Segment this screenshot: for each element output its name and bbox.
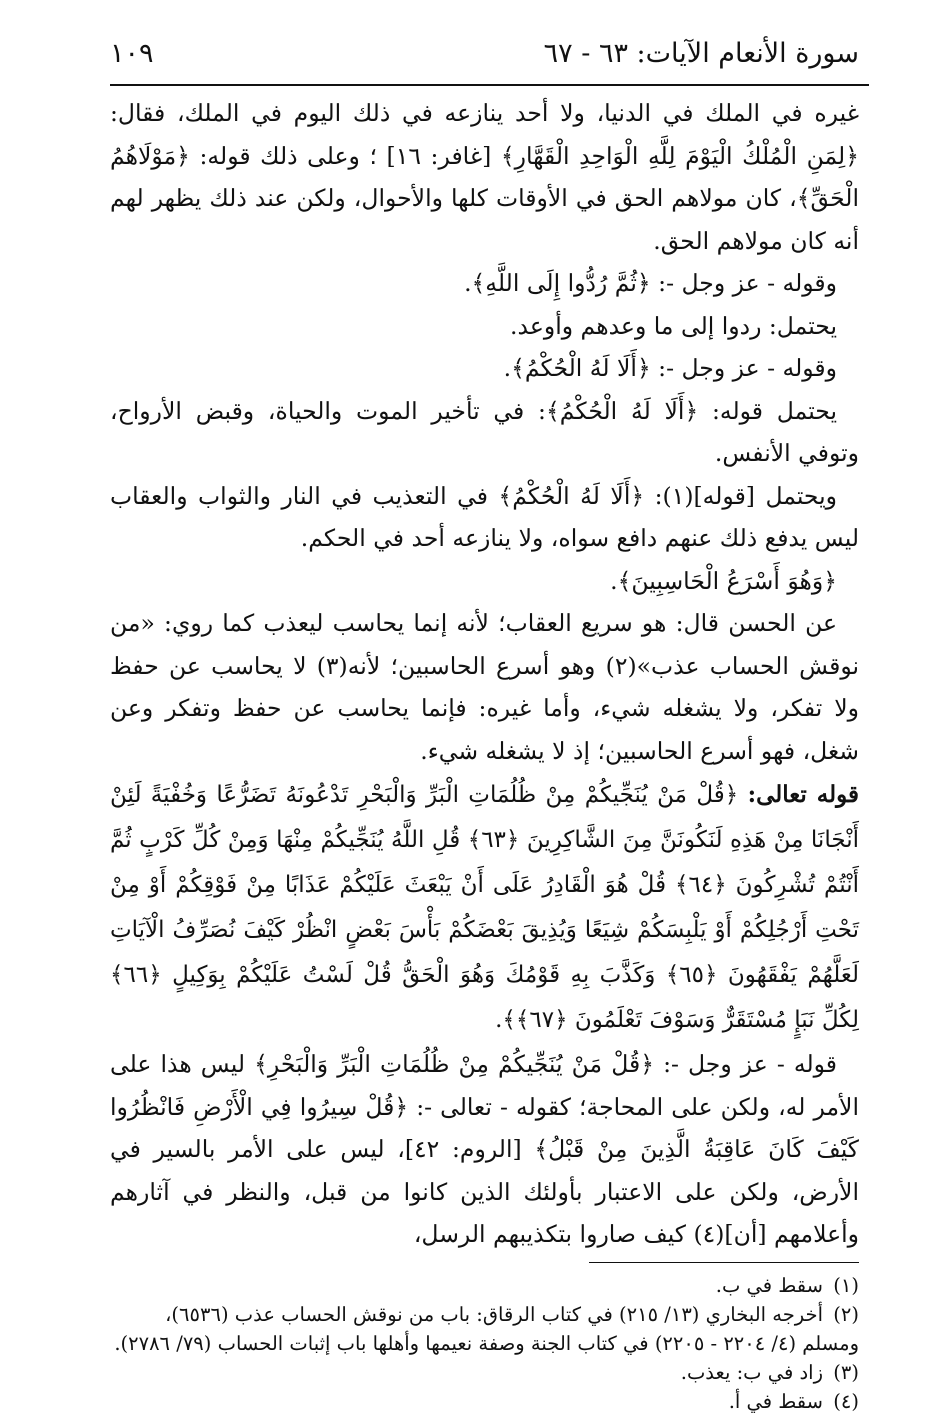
paragraph: عن الحسن قال: هو سريع العقاب؛ لأنه إنما يحاسب ليعذب كما روي: «من نوقش الحساب عذب»(٢) وهو أسرع الحاسبين؛ لأنه(٣) لا يحاسب عن حفظ ولا تفكر، ولا يشغله شيء، وأما غيره: فإنما يحاسب عن حفظ وتفكر وعن شغل، فهو أسرع الحاسبين؛ إذ لا يشغله شيء. [110, 609, 859, 765]
running-header [110, 38, 859, 84]
footnote-text: أخرجه البخاري (١٣/ ٢١٥) في كتاب الرقاق: باب من نوقش الحساب عذب (٦٥٣٦)، ومسلم (٤/ ٢٢٠٤ - ٢٢٠٥) في كتاب الجنة وصفة نعيمها وأهلها باب إثبات الحساب (٧٩/ ٢٧٨٦). [114, 1302, 859, 1355]
footnote-number: (٢) [833, 1302, 859, 1326]
footnote-rule [589, 1262, 859, 1263]
footnote-text: زاد في ب: يعذب. [680, 1360, 823, 1384]
paragraph: غيره في الملك في الدنيا، ولا أحد ينازعه في ذلك اليوم في الملك، فقال: ﴿لِمَنِ الْمُلْكُ الْيَوْمَ لِلَّهِ الْوَاحِدِ الْقَهَّارِ﴾ [غافر: ١٦] ؛ وعلى ذلك قوله: ﴿مَوْلَاهُمُ الْحَقِّ﴾، كان مولاهم الحق في الأوقات كلها والأحوال، ولكن عند ذلك يظهر لهم أنه كان مولاهم الحق. [110, 99, 859, 255]
footnote [110, 1358, 859, 1387]
footnote-text: سقط في ب. [715, 1273, 823, 1297]
paragraph: ﴿وَهُوَ أَسْرَعُ الْحَاسِبِينَ﴾. [610, 566, 837, 595]
verse-block [110, 772, 859, 1043]
paragraph: وقوله - عز وجل -: ﴿ثُمَّ رُدُّوا إِلَى اللَّهِ﴾. [464, 269, 837, 297]
paragraph: قوله - عز وجل -: ﴿قُلْ مَنْ يُنَجِّيكُمْ مِنْ ظُلُمَاتِ الْبَرِّ وَالْبَحْرِ﴾ ليس هذا على الأمر له، ولكن على المحاجة؛ كقوله - تعالى -: ﴿قُلْ سِيرُوا فِي الْأَرْضِ فَانْظُرُوا كَيْفَ كَانَ عَاقِبَةُ الَّذِينَ مِنْ قَبْلُ﴾ [الروم: ٤٢]، ليس على الأمر بالسير في الأرض، ولكن على الاعتبار بأولئك الذين كانوا من قبل، والنظر في آثارهم وأعلامهم [أن](٤) كيف صاروا بتكذيبهم الرسل، [110, 1050, 859, 1248]
paragraph: يحتمل: ردوا إلى ما وعدهم وأوعد. [510, 311, 837, 340]
footnote-number: (٤) [833, 1389, 859, 1413]
page-number: ١٠٩ [110, 38, 154, 69]
verse-lead: قوله تعالى: [747, 781, 860, 808]
paragraph: يحتمل قوله: ﴿أَلَا لَهُ الْحُكْمُ﴾: في تأخير الموت والحياة، وقبض الأرواح، وتوفي الأنفس. [110, 396, 859, 467]
footnotes [110, 1271, 859, 1416]
footnote-text: سقط في أ. [728, 1389, 823, 1413]
paragraph: وقوله - عز وجل -: ﴿أَلَا لَهُ الْحُكْمُ﴾. [503, 354, 837, 382]
main-text [110, 92, 859, 1256]
header-title: سورة الأنعام الآيات: ٦٣ - ٦٧ [543, 38, 859, 69]
footnote-number: (١) [833, 1273, 859, 1297]
footnote [110, 1300, 859, 1358]
footnote [110, 1271, 859, 1300]
paragraph: ويحتمل [قوله](١): ﴿أَلَا لَهُ الْحُكْمُ﴾ في التعذيب في النار والثواب والعقاب ليس يدفع ذلك عنهم دافع سواه، ولا ينازعه أحد في الحكم. [110, 481, 859, 552]
footnote [110, 1387, 859, 1416]
verse-text: ﴿قُلْ مَنْ يُنَجِّيكُمْ مِنْ ظُلُمَاتِ الْبَرِّ وَالْبَحْرِ تَدْعُونَهُ تَضَرُّعًا وَخُفْيَةً لَئِنْ أَنْجَانَا مِنْ هَذِهِ لَنَكُونَنَّ مِنَ الشَّاكِرِينَ ﴿٦٣﴾ قُلِ اللَّهُ يُنَجِّيكُمْ مِنْهَا وَمِنْ كُلِّ كَرْبٍ ثُمَّ أَنْتُمْ تُشْرِكُونَ ﴿٦٤﴾ قُلْ هُوَ الْقَادِرُ عَلَى أَنْ يَبْعَثَ عَلَيْكُمْ عَذَابًا مِنْ فَوْقِكُمْ أَوْ مِنْ تَحْتِ أَرْجُلِكُمْ أَوْ يَلْبِسَكُمْ شِيَعًا وَيُذِيقَ بَعْضَكُمْ بَأْسَ بَعْضٍ انْظُرْ كَيْفَ نُصَرِّفُ الْآيَاتِ لَعَلَّهُمْ يَفْقَهُونَ ﴿٦٥﴾ وَكَذَّبَ بِهِ قَوْمُكَ وَهُوَ الْحَقُّ قُلْ لَسْتُ عَلَيْكُمْ بِوَكِيلٍ ﴿٦٦﴾ لِكُلِّ نَبَإٍ مُسْتَقَرٌّ وَسَوْفَ تَعْلَمُونَ ﴿٦٧﴾﴾. [110, 782, 859, 1033]
footnote-number: (٣) [833, 1360, 859, 1384]
header-rule [110, 84, 869, 86]
